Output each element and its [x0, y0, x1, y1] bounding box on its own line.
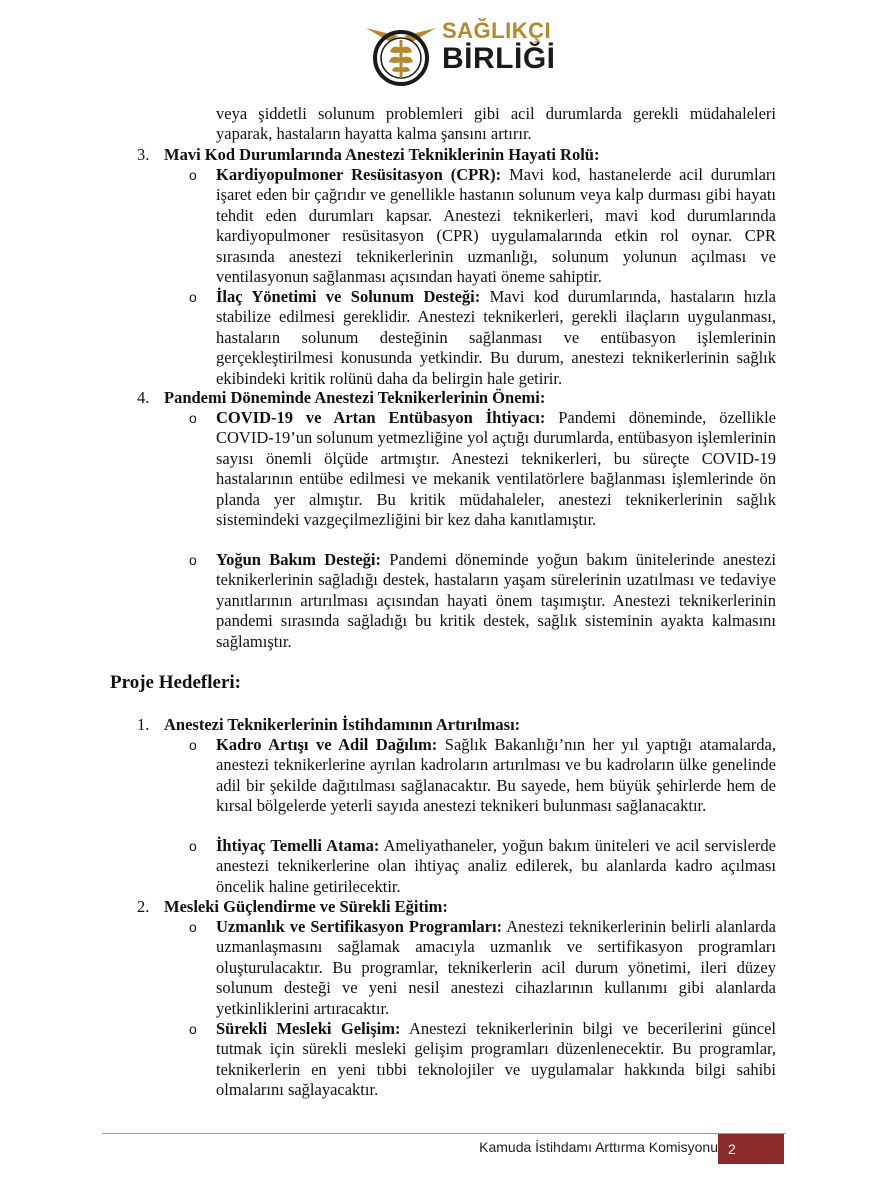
list-number: 4.	[137, 388, 150, 407]
bullet-icon: o	[189, 1021, 197, 1037]
list-number: 1.	[137, 715, 150, 734]
list-number: 3.	[137, 145, 150, 164]
brand-logo	[362, 14, 556, 90]
seal-icon	[362, 14, 440, 90]
bullet-icon: o	[189, 919, 197, 935]
section-title: Proje Hedefleri:	[110, 672, 241, 693]
sub-item-kadro: Kadro Artışı ve Adil Dağılım: Sağlık Bakanlığı’nın her yıl yaptığı atamalarda, anestezi teknikerlerine ayrılan kadroların artırılması ve bu kadroların ülke genelinde adil bir şekilde dağıtılması sağlanacaktır. Bu sayede, hem büyük şehirlerde hem de kırsal bölgelerde yeterli sayıda anestezi teknikeri bulunması sağlanacaktır.	[216, 735, 776, 816]
bullet-icon: o	[189, 838, 197, 854]
sub-item-ihtiyac: İhtiyaç Temelli Atama: Ameliyathaneler, yoğun bakım üniteleri ve acil servislerde anestezi teknikerlerine olan ihtiyaç analiz edilerek, bu alanlarda kadro açılması öncelik haline getirilecektir.	[216, 836, 776, 896]
logo-line-2: BİRLİĞİ	[442, 42, 556, 75]
bullet-icon: o	[189, 167, 197, 183]
sub-item-covid: COVID-19 ve Artan Entübasyon İhtiyacı: Pandemi döneminde, özellikle COVID-19’un solunum yetmezliğine yol açtığı durumlarda, entübasyon işlemlerinin sayısı önemli ölçüde artmıştır. Anestezi teknikerleri, bu süreçte COVID-19 hastalarının entübe edilmesi ve mekanik ventilatörlere bağlanması işlemlerinde ön planda yer almıştır. Bu kritik müdahaleler, anestezi teknikerlerinin sağlık sistemindeki vazgeçilmezliğini bir kez daha kanıtlamıştır.	[216, 408, 776, 530]
footer-divider	[102, 1133, 786, 1134]
sub-item-surekli-gelisim: Sürekli Mesleki Gelişim: Anestezi teknikerlerinin bilgi ve becerilerini güncel tutmak için sürekli mesleki gelişim programları düzenlenecektir. Bu programlar, teknikerlerin en yeni tıbbi teknolojiler ve uygulamalar hakkında bilgi sahibi olmalarını sağlayacaktır.	[216, 1019, 776, 1100]
bullet-icon: o	[189, 410, 197, 426]
logo-line-1: SAĞLIKÇI	[442, 18, 552, 43]
sub-item-ilac: İlaç Yönetimi ve Solunum Desteği: Mavi kod durumlarında, hastaların hızla stabilize edilmesi gereklidir. Anestezi teknikerleri, gerekli ilaçların uygulanması, hastaların solunum desteğinin sağlanması ve entübasyon işlemlerinin gerçekleştirilmesi konusunda yetkindir. Bu durum, anestezi teknikerlerinin sağlık ekibindeki kritik rolünü daha da belirgin hale getirir.	[216, 287, 776, 388]
sub-item-yogun-bakim: Yoğun Bakım Desteği: Pandemi döneminde yoğun bakım ünitelerinde anestezi teknikerlerinin sağladığı destek, hastaların yaşam sürelerinin uzatılması ve tedaviye yanıtlarının artırılması açısından hayati önem taşımıştır. Anestezi teknikerlerinin pandemi sırasında sağladığı bu kritik destek, sağlık sisteminin ayakta kalmasını sağlamıştır.	[216, 550, 776, 651]
bullet-icon: o	[189, 289, 197, 305]
sub-item-uzmanlik: Uzmanlık ve Sertifikasyon Programları: Anestezi teknikerlerinin belirli alanlarda uzmanlaşmasını sağlamak amacıyla uzmanlık ve sertifikasyon programları oluşturulacaktır. Bu programlar, teknikerlerin acil durum yönetimi, ileri düzey solunum desteği ve yeni nesil anestezi cihazlarının kullanımı gibi alanlarda yetkinliklerini artıracaktır.	[216, 917, 776, 1018]
bullet-icon: o	[189, 737, 197, 753]
sub-item-cpr: Kardiyopulmoner Resüsitasyon (CPR): Mavi kod, hastanelerde acil durumları işaret eden bir çağrıdır ve genellikle hastanın solunum veya kalp durması gibi hayatı tehdit eden durumları kapsar. Anestezi teknikerleri, mavi kod durumlarında kardiyopulmoner resüsitasyon (CPR) uygulamalarında etkin rol oynar. CPR sırasında anestezi teknikerlerinin uzmanlığı, solunum yolunun açılması ve ventilasyonun sağlanması açısından hayati öneme sahiptir.	[216, 165, 776, 287]
list-number: 2.	[137, 897, 150, 916]
page-number-badge: 2	[718, 1134, 784, 1164]
list-item-title: Mavi Kod Durumlarında Anestezi Tekniklerinin Hayati Rolü:	[164, 145, 600, 164]
list-item-title: Anestezi Teknikerlerinin İstihdamının Artırılması:	[164, 715, 521, 734]
bullet-icon: o	[189, 552, 197, 568]
continuation-paragraph: veya şiddetli solunum problemleri gibi acil durumlarda gerekli müdahaleleri yaparak, hastaların hayatta kalma şansını artırır.	[216, 104, 776, 144]
list-item-title: Mesleki Güçlendirme ve Sürekli Eğitim:	[164, 897, 448, 916]
footer-text: Kamuda İstihdamı Arttırma Komisyonu	[479, 1139, 718, 1155]
list-item-title: Pandemi Döneminde Anestezi Teknikerlerinin Önemi:	[164, 388, 546, 407]
